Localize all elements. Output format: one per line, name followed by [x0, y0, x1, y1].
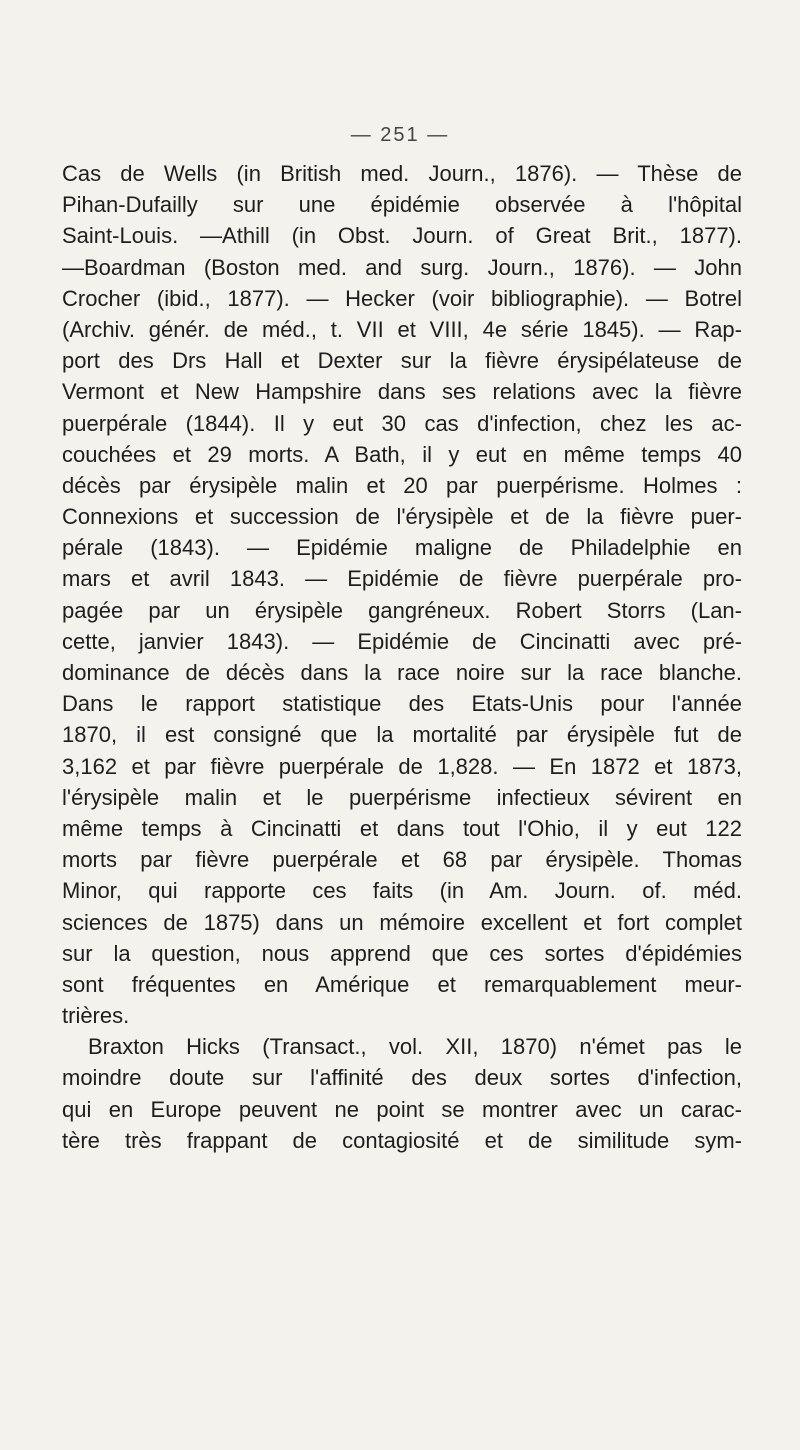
text-line: puerpérale (1844). Il y eut 30 cas d'infection, chez les ac- — [62, 410, 742, 436]
text-line: Cas de Wells (in British med. Journ., 1876). — Thèse de — [62, 161, 742, 186]
text-line: trières. — [62, 1003, 130, 1029]
text-line: Saint-Louis. —Athill (in Obst. Journ. of Great Brit., 1877). — [62, 223, 742, 249]
text-line: dominance de décès dans la race noire sur la race blanche. — [62, 660, 742, 685]
text-line: cette, janvier 1843). — Epidémie de Cincinatti avec pré- — [62, 628, 742, 654]
text-line: port des Drs Hall et Dexter sur la fièvre érysipélateuse de — [62, 348, 742, 374]
text-line: sont fréquentes en Amérique et remarquablement meur- — [62, 971, 742, 997]
text-line: —Boardman (Boston med. and surg. Journ., 1876). — John — [62, 254, 742, 280]
text-line: décès par érysipèle malin et 20 par puerpérisme. Holmes : — [62, 472, 742, 498]
text-line: Braxton Hicks (Transact., vol. XII, 1870) n'émet pas le — [88, 1034, 742, 1060]
text-line: Pihan-Dufailly sur une épidémie observée à l'hôpital — [62, 192, 742, 218]
text-line: morts par fièvre puerpérale et 68 par érysipèle. Thomas — [62, 847, 742, 873]
text-line: sciences de 1875) dans un mémoire excellent et fort complet — [62, 909, 742, 935]
text-line: sur la question, nous apprend que ces sortes d'épidémies — [62, 940, 742, 966]
text-line: 3,162 et par fièvre puerpérale de 1,828. — En 1872 et 1873, — [62, 753, 742, 779]
text-line: (Archiv. génér. de méd., t. VII et VIII, 4e série 1845). — Rap- — [62, 316, 742, 342]
text-line: Minor, qui rapporte ces faits (in Am. Journ. of. méd. — [62, 878, 742, 904]
text-line: mars et avril 1843. — Epidémie de fièvre puerpérale pro- — [62, 566, 742, 592]
text-line: l'érysipèle malin et le puerpérisme infectieux sévirent en — [62, 784, 742, 810]
body-text — [62, 158, 742, 1156]
text-line: qui en Europe peuvent ne point se montrer avec un carac- — [62, 1096, 742, 1122]
text-line: pagée par un érysipèle gangréneux. Robert Storrs (Lan- — [62, 597, 742, 623]
text-line: 1870, il est consigné que la mortalité par érysipèle fut de — [62, 722, 742, 748]
text-line: Crocher (ibid., 1877). — Hecker (voir bibliographie). — Botrel — [62, 285, 742, 311]
text-line: même temps à Cincinatti et dans tout l'Ohio, il y eut 122 — [62, 815, 742, 841]
text-line: tère très frappant de contagiosité et de similitude sym- — [62, 1127, 742, 1153]
text-line: moindre doute sur l'affinité des deux sortes d'infection, — [62, 1065, 742, 1091]
text-line: Vermont et New Hampshire dans ses relations avec la fièvre — [62, 379, 742, 405]
page-number: — 251 — — [350, 124, 450, 146]
text-line: Connexions et succession de l'érysipèle et de la fièvre puer- — [62, 504, 742, 530]
text-line: pérale (1843). — Epidémie maligne de Philadelphie en — [62, 535, 742, 561]
text-line: couchées et 29 morts. A Bath, il y eut en même temps 40 — [62, 441, 742, 467]
text-line: Dans le rapport statistique des Etats-Unis pour l'année — [62, 691, 742, 717]
